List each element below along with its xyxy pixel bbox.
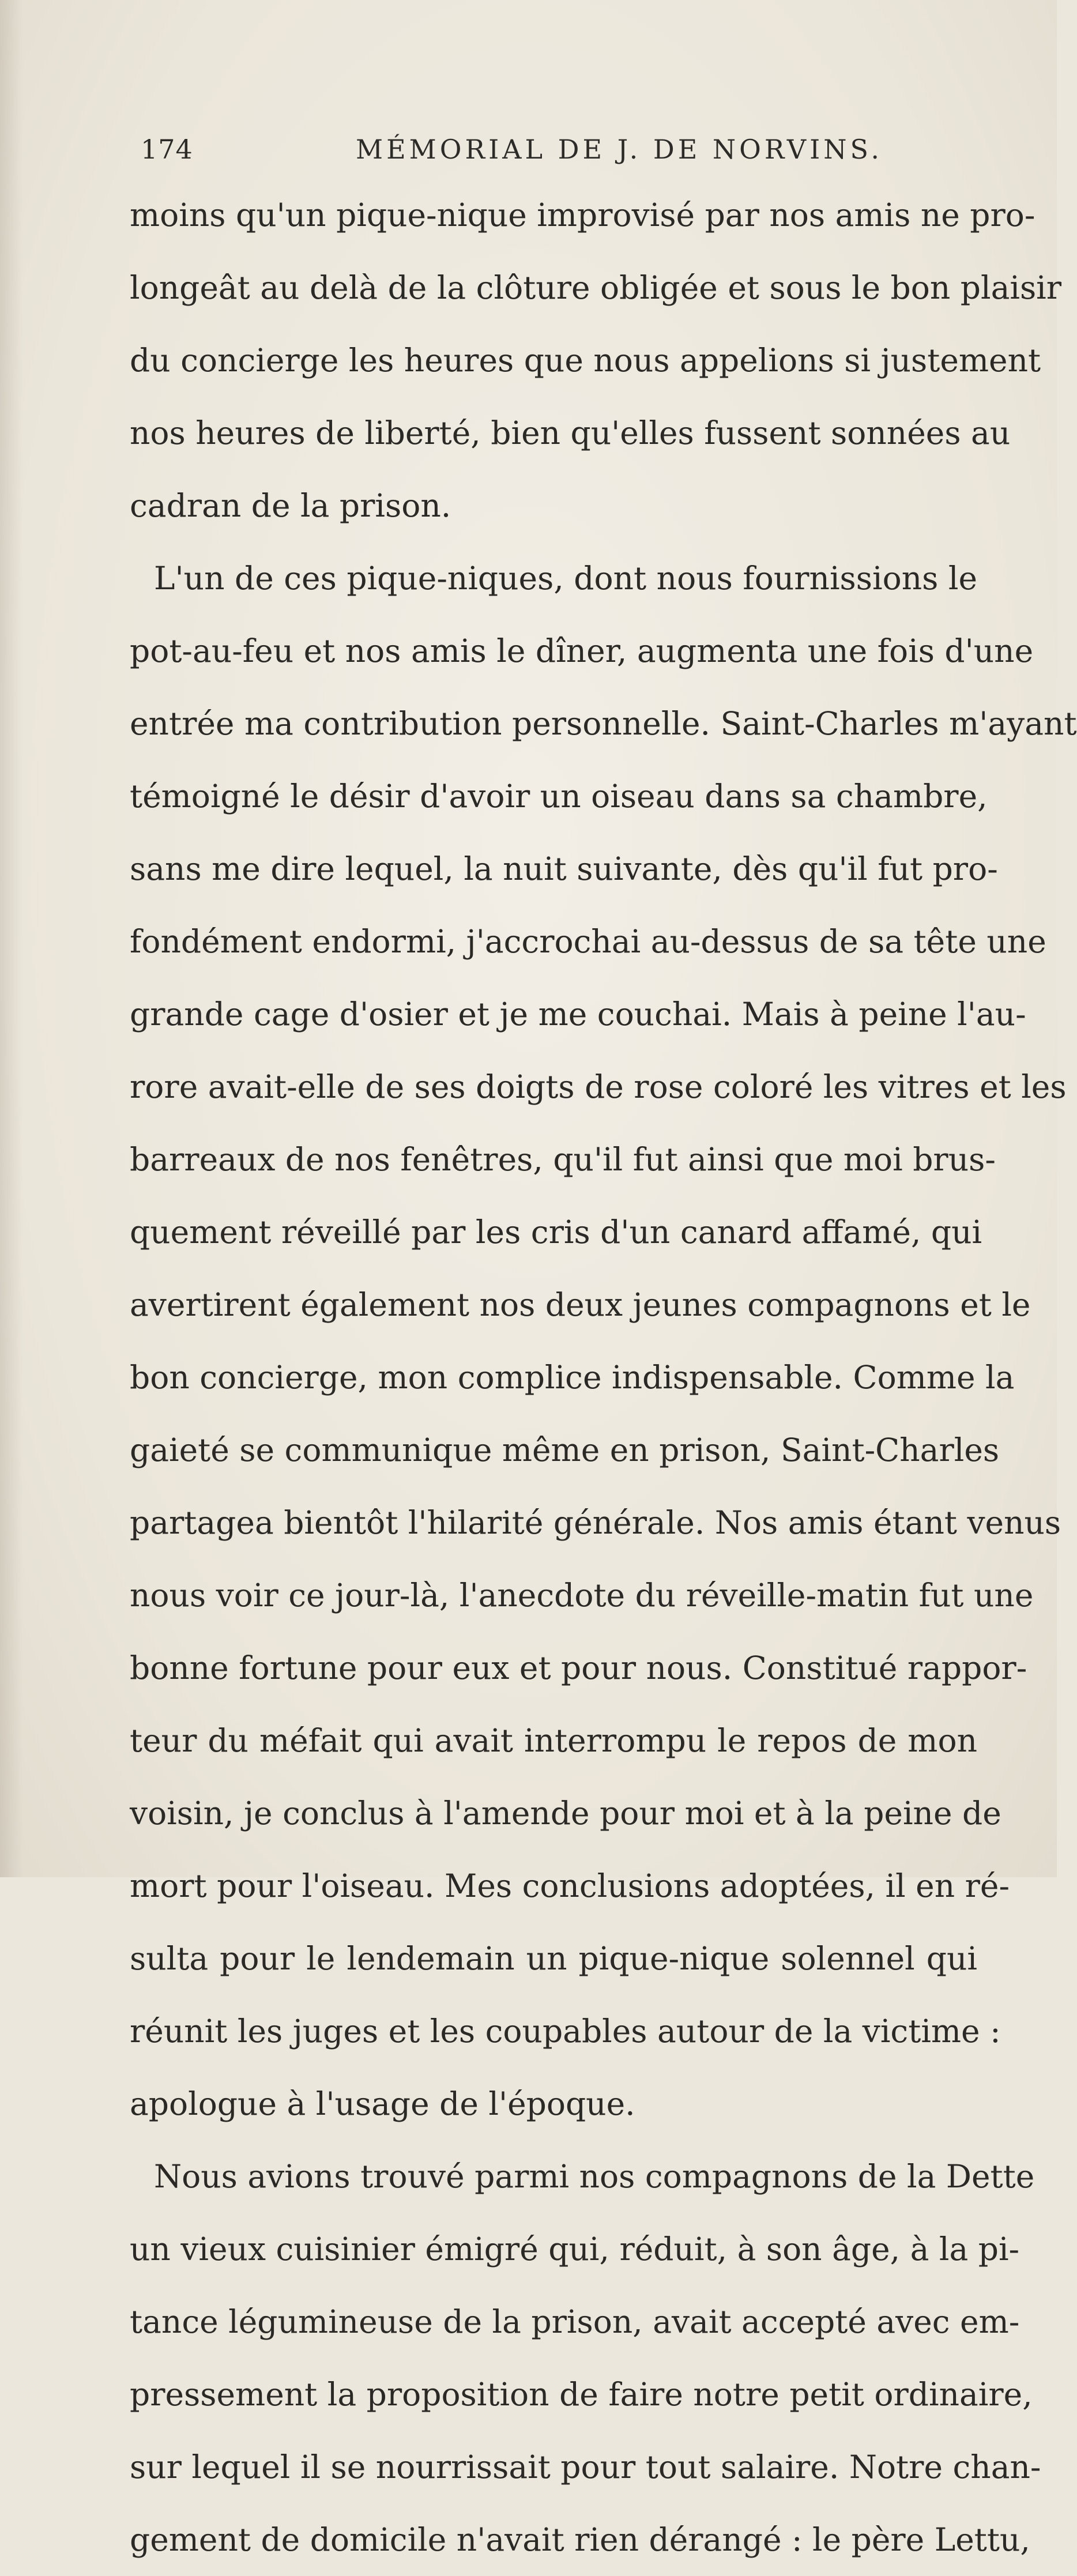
text-line: pressement la proposition de faire notre petit ordinaire, [130, 2376, 1033, 2413]
running-title: MÉMORIAL DE J. DE NORVINS. [355, 134, 883, 165]
text-line: partagea bientôt l'hilarité générale. Nos amis étant venus [130, 1504, 1061, 1541]
text-line: entrée ma contribution personnelle. Saint-Charles m'ayant [130, 705, 1077, 742]
text-line: longeât au delà de la clôture obligée et sous le bon plaisir [130, 269, 1062, 306]
page-header [141, 127, 965, 173]
text-line: voisin, je conclus à l'amende pour moi et à la peine de [130, 1795, 1001, 1832]
text-line: nos heures de liberté, bien qu'elles fussent sonnées au [130, 415, 1011, 451]
text-line: nous voir ce jour-là, l'anecdote du réveille-matin fut une [130, 1577, 1034, 1614]
text-line: avertirent également nos deux jeunes compagnons et le [130, 1286, 1031, 1323]
text-line: Nous avions trouvé parmi nos compagnons de la Dette [154, 2158, 1035, 2195]
text-line: pot-au-feu et nos amis le dîner, augmenta une fois d'une [130, 632, 1034, 669]
text-line: teur du méfait qui avait interrompu le repos de mon [130, 1722, 977, 1759]
text-line: gaieté se communique même en prison, Saint-Charles [130, 1432, 1000, 1468]
text-line: barreaux de nos fenêtres, qu'il fut ainsi que moi brus- [130, 1141, 996, 1178]
text-line: quement réveillé par les cris d'un canard affamé, qui [130, 1214, 982, 1251]
text-line: un vieux cuisinier émigré qui, réduit, à son âge, à la pi- [130, 2231, 1020, 2268]
page-number: 174 [141, 134, 193, 165]
text-line: fondément endormi, j'accrochai au-dessus de sa tête une [130, 923, 1046, 960]
text-line: du concierge les heures que nous appelions si justement [130, 342, 1041, 379]
text-line: grande cage d'osier et je me couchai. Mais à peine l'au- [130, 996, 1026, 1033]
text-line: sur lequel il se nourrissait pour tout salaire. Notre chan- [130, 2449, 1041, 2485]
text-line: bonne fortune pour eux et pour nous. Constitué rappor- [130, 1649, 1027, 1686]
text-line: rore avait-elle de ses doigts de rose coloré les vitres et les [130, 1068, 1067, 1105]
text-line: apologue à l'usage de l'époque. [130, 2085, 635, 2122]
text-line: moins qu'un pique-nique improvisé par nos amis ne pro- [130, 197, 1035, 234]
text-line: gement de domicile n'avait rien dérangé : le père Lettu, [130, 2521, 1030, 2558]
text-line: cadran de la prison. [130, 487, 451, 524]
text-line: bon concierge, mon complice indispensable. Comme la [130, 1359, 1015, 1396]
text-line: sulta pour le lendemain un pique-nique solennel qui [130, 1940, 977, 1977]
text-line: mort pour l'oiseau. Mes conclusions adoptées, il en ré- [130, 1867, 1010, 1904]
text-line: réunit les juges et les coupables autour de la victime : [130, 2013, 1001, 2050]
text-line: L'un de ces pique-niques, dont nous fournissions le [154, 560, 977, 597]
text-line: tance légumineuse de la prison, avait accepté avec em- [130, 2303, 1020, 2340]
text-line: sans me dire lequel, la nuit suivante, dès qu'il fut pro- [130, 850, 998, 887]
body-text [130, 179, 1077, 2576]
text-line: témoigné le désir d'avoir un oiseau dans sa chambre, [130, 778, 988, 815]
